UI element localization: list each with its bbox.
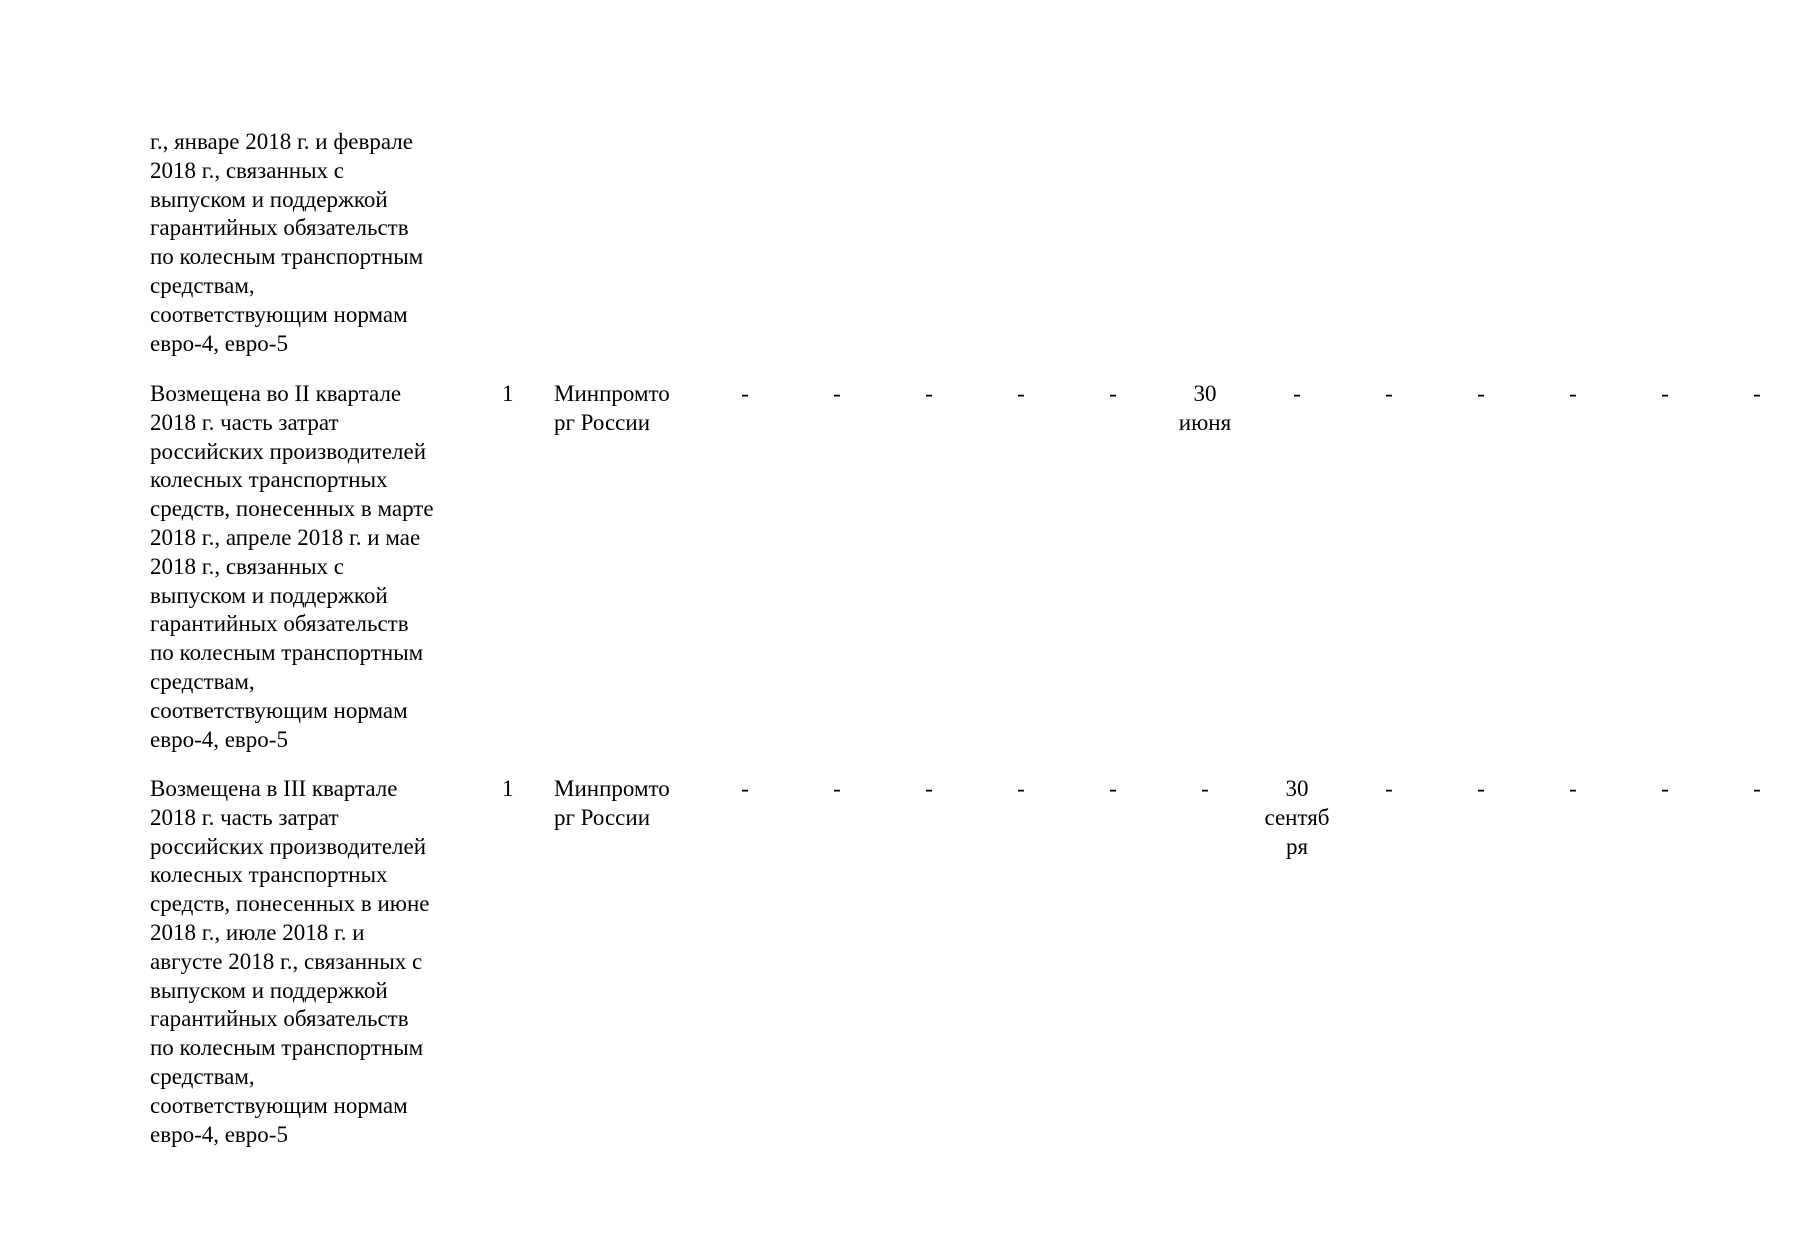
month-cell: - xyxy=(1385,381,1393,406)
month-cell: - xyxy=(741,776,749,801)
month-cell: - xyxy=(1477,776,1485,801)
month-cell: 30 сентяб ря xyxy=(1264,776,1330,859)
row-number: 1 xyxy=(502,776,514,801)
row-number: 1 xyxy=(502,381,514,406)
month-cell: - xyxy=(1569,776,1577,801)
month-cell: - xyxy=(833,381,841,406)
month-cell: - xyxy=(1569,381,1577,406)
month-cell: - xyxy=(1661,381,1669,406)
month-cell: - xyxy=(1661,776,1669,801)
month-cell: - xyxy=(925,381,933,406)
month-cell: - xyxy=(741,381,749,406)
responsible-organization: Минпромто рг России xyxy=(554,381,670,435)
month-cell: - xyxy=(1293,381,1301,406)
row-description: Возмещена в III квартале 2018 г. часть затрат российских производителей колесных транспортных средств, понесенных в июне 2018 г., июле 2018 г. и августе 2018 г., связанных с выпуском и поддержкой гарантийных обязательств по колесным транспортным средствам, соответствующим нормам евро-4, евро-5 xyxy=(150,776,430,1147)
month-cell: - xyxy=(1201,776,1209,801)
month-cell: - xyxy=(1477,381,1485,406)
month-cell: - xyxy=(1109,776,1117,801)
month-cell: - xyxy=(1017,381,1025,406)
month-cell: - xyxy=(925,776,933,801)
row-description: Возмещена во II квартале 2018 г. часть затрат российских производителей колесных транспортных средств, понесенных в марте 2018 г., апреле 2018 г. и мае 2018 г., связанных с выпуском и поддержкой гарантийных обязательств по колесным транспортным средствам, соответствующим нормам евро-4, евро-5 xyxy=(150,381,434,752)
row-description: г., январе 2018 г. и феврале 2018 г., связанных с выпуском и поддержкой гарантийных обязательств по колесным транспортным средствам, соответствующим нормам евро-4, евро-5 xyxy=(150,129,424,356)
month-cell: - xyxy=(1017,776,1025,801)
month-cell: - xyxy=(1753,776,1761,801)
month-cell: - xyxy=(833,776,841,801)
responsible-organization: Минпромто рг России xyxy=(554,776,670,830)
month-cell: - xyxy=(1385,776,1393,801)
month-cell: - xyxy=(1753,381,1761,406)
month-cell: - xyxy=(1109,381,1117,406)
month-cell: 30 июня xyxy=(1178,381,1232,435)
